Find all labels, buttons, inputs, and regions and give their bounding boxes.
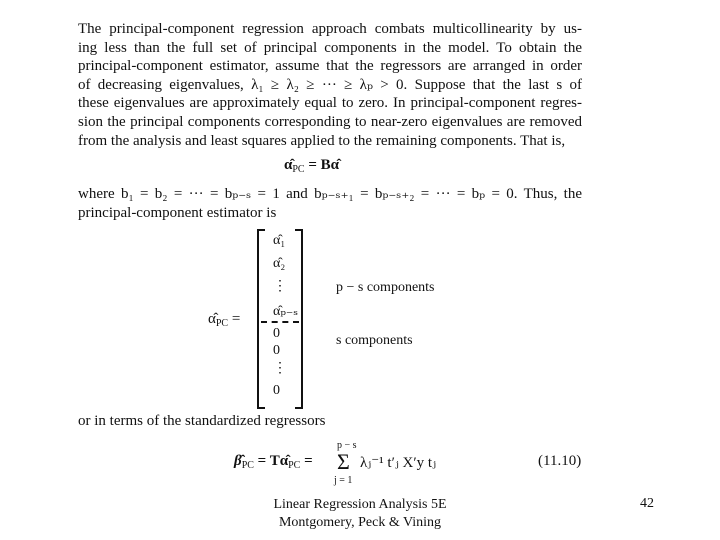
- equation-number: (11.10): [538, 453, 582, 469]
- text-line: these eigenvalues are approximately equal to zero. In principal-component regres-: [78, 95, 582, 112]
- text-line: where b₁ = b₂ = ··· = bₚ₋ₛ = 1 and bₚ₋ₛ₊₁ = bₚ₋ₛ₊₂ = ··· = bₚ = 0. Thus, the: [78, 186, 582, 202]
- page-number: 42: [640, 496, 654, 511]
- vector-lhs-sub: PC: [215, 318, 229, 329]
- sum-summand: λⱼ⁻¹ t′ⱼ X′y tⱼ: [360, 455, 437, 471]
- text-line: from the analysis and least squares applied to the remaining components. That is,: [78, 132, 566, 149]
- vector-entry: α̂₁: [273, 233, 286, 248]
- eq2-middle-sub: PC: [288, 460, 301, 471]
- footer-citation: [230, 496, 490, 532]
- text-line: of decreasing eigenvalues, λ₁ ≥ λ₂ ≥ ··· ≥ λₚ > 0. Suppose that the last s of: [78, 76, 582, 93]
- paragraph-where: [78, 185, 582, 222]
- sum-upper-limit: p − s: [337, 440, 357, 451]
- label-p-minus-s-components: p − s components: [336, 280, 435, 295]
- vector-eq-lhs: [208, 311, 240, 329]
- equation-alpha-pc: [284, 157, 339, 175]
- footer-authors: Montgomery, Peck & Vining: [278, 515, 442, 530]
- partition-dashes: [261, 321, 299, 323]
- vector-entry: α̂ₚ₋ₛ: [273, 304, 299, 319]
- paragraph-intro: [78, 20, 582, 150]
- eq-rhs: = Bα̂: [308, 157, 340, 173]
- vector-entry: α̂₂: [273, 256, 286, 271]
- beta-sub: PC: [241, 460, 254, 471]
- label-s-components: s components: [336, 333, 413, 348]
- eq-lhs-sub: PC: [292, 164, 305, 175]
- eq-lhs: α̂: [284, 157, 293, 173]
- vector-entry: ⋮: [273, 279, 287, 294]
- text-line: ing less than the full set of principal components in the model. To obtain the: [78, 39, 582, 56]
- vector-entry: 0: [273, 326, 280, 341]
- equation-beta-pc: [234, 453, 313, 471]
- column-vector: [257, 229, 303, 409]
- eq2-middle: = Tα̂: [257, 453, 289, 469]
- left-bracket: [257, 229, 265, 409]
- text-line: principal-component estimator is: [78, 204, 277, 221]
- footer-title: Linear Regression Analysis 5E: [273, 497, 447, 512]
- vector-entry: 0: [273, 383, 280, 398]
- vector-entry: ⋮: [273, 361, 287, 376]
- text-line: sion the principal components corresponding to near-zero eigenvalues are removed: [78, 113, 582, 130]
- text-line: principal-component estimator, assume that the regressors are arranged in order: [78, 58, 582, 75]
- vector-lhs-symbol: α̂: [208, 311, 216, 327]
- sum-symbol: Σ: [337, 449, 350, 474]
- eq2-equals: =: [304, 453, 313, 469]
- beta-symbol: β̂: [234, 453, 242, 469]
- vector-equals: =: [231, 311, 241, 327]
- vector-entry: 0: [273, 343, 280, 358]
- text-line: The principal-component regression approach combats multicollinearity by us-: [78, 21, 582, 37]
- sum-lower-limit: j = 1: [334, 475, 353, 486]
- paragraph-standardized: or in terms of the standardized regressors: [78, 413, 326, 429]
